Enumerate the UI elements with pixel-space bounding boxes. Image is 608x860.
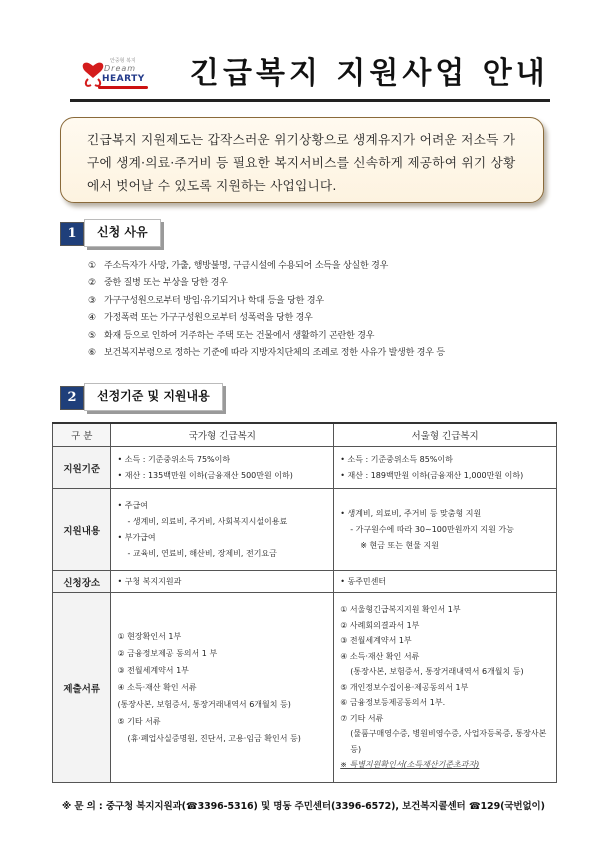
list-item: ④ 가정폭력 또는 가구구성원으로부터 성폭력을 당한 경우 bbox=[88, 313, 313, 324]
page-title: 긴급복지 지원사업 안내 bbox=[190, 56, 549, 91]
section1-number: 1 bbox=[60, 222, 84, 246]
table-row bbox=[53, 571, 557, 593]
cell-line: - 교육비, 연료비, 해산비, 장제비, 전기요금 bbox=[127, 548, 277, 558]
row-label: 제출서류 bbox=[53, 593, 111, 783]
cell-line: • 부가급여 bbox=[117, 532, 156, 542]
header-seoul: 서울형 긴급복지 bbox=[334, 423, 557, 447]
logo-hearty-text: HEARTY bbox=[102, 74, 145, 84]
list-item: ① 주소득자가 사망, 가출, 행방불명, 구금시설에 수용되어 소득을 상실한 경우 bbox=[88, 261, 389, 271]
table-header-row bbox=[53, 423, 557, 447]
contact-footer: ※ 문 의 : 중구청 복지지원과(☎3396-5316) 및 명동 주민센터(3396-6572), 보건복지콜센터 ☎129(국번없이) bbox=[62, 801, 545, 812]
cell-line: ③ 전월세계약서 1부 bbox=[340, 636, 412, 646]
cell-line: (물품구매영수증, 병원비영수증, 사업자등록증, 통장사본 등) bbox=[350, 729, 547, 754]
cell-line: • 주급여 bbox=[117, 500, 148, 510]
support-table bbox=[52, 422, 557, 783]
header-national: 국가형 긴급복지 bbox=[111, 423, 334, 447]
cell-line: ⑤ 개인정보수집이용·제공동의서 1부 bbox=[340, 682, 469, 692]
cell-line: • 동주민센터 bbox=[340, 576, 387, 586]
logo-small-text: 안중형 복지 bbox=[110, 58, 136, 64]
section1-title: 신청 사유 bbox=[84, 219, 161, 247]
cell-line: • 생계비, 의료비, 주거비 등 맞춤형 지원 bbox=[340, 508, 482, 518]
section2-number: 2 bbox=[60, 386, 84, 410]
cell-line: ⑤ 기타 서류 bbox=[117, 717, 161, 726]
cell-line: ⑥ 금융정보등제공동의서 1부. bbox=[340, 698, 446, 708]
seoul-docs-note: ※ 특별지원확인서(소득재산기준초과자) bbox=[340, 760, 480, 770]
logo-swoosh bbox=[98, 86, 148, 89]
intro-text: 긴급복지 지원제도는 갑작스러운 위기상황으로 생계유지가 어려운 저소득 가구에 생계·의료·주거비 등 필요한 복지서비스를 신속하게 제공하여 위기 상황에서 벗어날 수 있도록 지원하는 사업입니다. bbox=[87, 132, 516, 193]
table-row bbox=[53, 447, 557, 489]
cell-line: • 소득 : 기준중위소득 75%이하 bbox=[117, 454, 231, 464]
row-label: 신청장소 bbox=[53, 571, 111, 593]
table-row bbox=[53, 593, 557, 783]
title-underline bbox=[70, 99, 550, 102]
reasons-list bbox=[88, 258, 445, 362]
header-category: 구 분 bbox=[53, 423, 111, 447]
cell-line: (통장사본, 보험증서, 통장거래내역서 6개월치 등) bbox=[350, 667, 524, 677]
cell-line: ① 서울형긴급복지지원 확인서 1부 bbox=[340, 605, 461, 615]
cell-line: ④ 소득·재산 확인 서류 bbox=[117, 683, 197, 692]
row-label: 지원기준 bbox=[53, 447, 111, 489]
cell-line: ② 금융정보제공 동의서 1 부 bbox=[117, 649, 218, 658]
cell-line: - 가구원수에 따라 30~100만원까지 지원 가능 bbox=[350, 524, 514, 534]
cell-line: (휴·폐업사실증명원, 진단서, 고용·임금 확인서 등) bbox=[127, 734, 301, 743]
list-item: ⑥ 보건복지부령으로 정하는 기준에 따라 지방자치단체의 조례로 정한 사유가 발생한 경우 등 bbox=[88, 348, 445, 359]
cell-line: • 구청 복지지원과 bbox=[117, 576, 182, 586]
cell-line: - 생계비, 의료비, 주거비, 사회복지시설이용료 bbox=[127, 516, 288, 526]
list-item: ③ 가구구성원으로부터 방임·유기되거나 학대 등을 당한 경우 bbox=[88, 295, 324, 306]
cell-line: ⑦ 기타 서류 bbox=[340, 713, 384, 723]
row-label: 지원내용 bbox=[53, 489, 111, 571]
cell-line: ① 현장확인서 1부 bbox=[117, 632, 182, 641]
cell-line: ② 사례회의결과서 1부 bbox=[340, 620, 420, 630]
list-item: ② 중한 질병 또는 부상을 당한 경우 bbox=[88, 278, 228, 289]
logo bbox=[80, 50, 150, 105]
cell-line: • 재산 : 135백만원 이하(금융재산 500만원 이하) bbox=[117, 470, 293, 480]
section2-title: 선정기준 및 지원내용 bbox=[84, 383, 223, 411]
intro-box bbox=[60, 117, 544, 203]
cell-line: (통장사본, 보험증서, 통장거래내역서 6개월치 등) bbox=[117, 700, 291, 709]
logo-dream-text: Dream bbox=[104, 64, 137, 73]
cell-line: • 재산 : 189백만원 이하(금융재산 1,000만원 이하) bbox=[340, 470, 524, 480]
cell-line: ④ 소득·재산 확인 서류 bbox=[340, 651, 420, 661]
heart-logo-icon bbox=[82, 52, 104, 88]
table-row bbox=[53, 489, 557, 571]
cell-line: • 소득 : 기준중위소득 85%이하 bbox=[340, 454, 453, 464]
cell-line: ③ 전월세계약서 1부 bbox=[117, 666, 189, 675]
cell-line: ※ 현금 또는 현물 지원 bbox=[360, 540, 439, 550]
list-item: ⑤ 화재 등으로 인하여 거주하는 주택 또는 건물에서 생활하기 곤란한 경우 bbox=[88, 330, 375, 341]
